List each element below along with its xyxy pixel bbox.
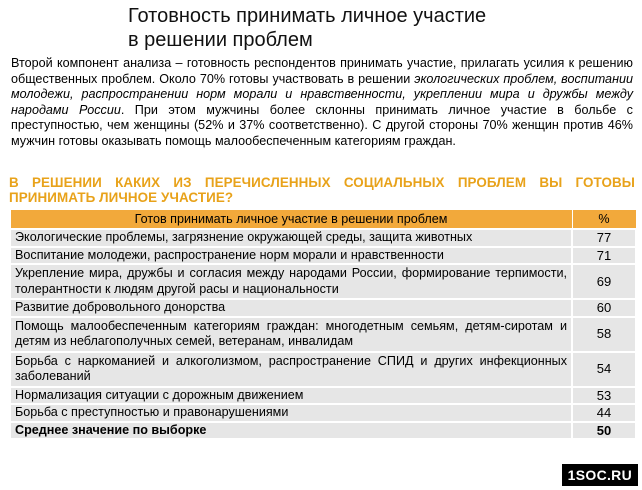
row-value: 58 — [572, 317, 636, 352]
site-logo: 1SOC.RU — [562, 464, 638, 486]
table-row — [10, 404, 636, 422]
intro-text-2: . При этом мужчины более склонны принимать личное участие в больбе с преступностью, чем женщины (52% и 37% соответственно). С другой стороны 70% женщин против 46% мужчин готовы оказывать помощь малообеспеченным категориям граждан. — [11, 102, 633, 148]
intro-paragraph — [11, 56, 633, 150]
table-row — [10, 317, 636, 352]
row-value: 44 — [572, 404, 636, 422]
row-label: Помощь малообеспеченным категориям граждан: многодетным семьям, детям-сиротам и детям из неблагополучных семей, ветеранам, инвалидам — [10, 317, 572, 352]
results-table — [9, 209, 637, 440]
row-label: Борьба с наркоманией и алкоголизмом, распространение СПИД и других инфекционных заболеваний — [10, 352, 572, 387]
row-label: Среднее значение по выборке — [10, 422, 572, 440]
table-row — [10, 264, 636, 299]
header-percent: % — [572, 210, 636, 230]
row-label: Нормализация ситуации с дорожным движением — [10, 387, 572, 405]
table-row — [10, 299, 636, 317]
table-row — [10, 387, 636, 405]
row-value: 50 — [572, 422, 636, 440]
page-title — [128, 4, 486, 52]
survey-question: В РЕШЕНИИ КАКИХ ИЗ ПЕРЕЧИСЛЕННЫХ СОЦИАЛЬНЫХ ПРОБЛЕМ ВЫ ГОТОВЫ ПРИНИМАТЬ ЛИЧНОЕ УЧАСТИЕ? — [9, 175, 635, 205]
row-value: 53 — [572, 387, 636, 405]
table-row — [10, 247, 636, 265]
row-value: 69 — [572, 264, 636, 299]
row-label: Укрепление мира, дружбы и согласия между народами России, формирование терпимости, толерантности к людям другой расы и национальности — [10, 264, 572, 299]
title-line-2: в решении проблем — [128, 29, 313, 51]
table-row — [10, 229, 636, 247]
row-value: 77 — [572, 229, 636, 247]
row-value: 60 — [572, 299, 636, 317]
row-value: 54 — [572, 352, 636, 387]
row-label: Развитие добровольного донорства — [10, 299, 572, 317]
intro-emphasis: экологических проблем, воспитании молодежи, распространении норм морали и нравственности, укреплении мира и дружбы между народами России — [11, 71, 634, 117]
header-problem: Готов принимать личное участие в решении проблем — [10, 210, 572, 230]
row-label: Воспитание молодежи, распространение норм морали и нравственности — [10, 247, 572, 265]
intro-text-1: Второй компонент анализа – готовность респондентов принимать участие, прилагать усилия к решению общественных проблем. Около 70% готовы участвовать в решении — [11, 56, 633, 86]
row-label: Экологические проблемы, загрязнение окружающей среды, защита животных — [10, 229, 572, 247]
table-row-average — [10, 422, 636, 440]
table-header-row — [10, 210, 636, 230]
table-row — [10, 352, 636, 387]
title-line-1: Готовность принимать личное участие — [128, 5, 487, 27]
row-label: Борьба с преступностью и правонарушениями — [10, 404, 572, 422]
row-value: 71 — [572, 247, 636, 265]
